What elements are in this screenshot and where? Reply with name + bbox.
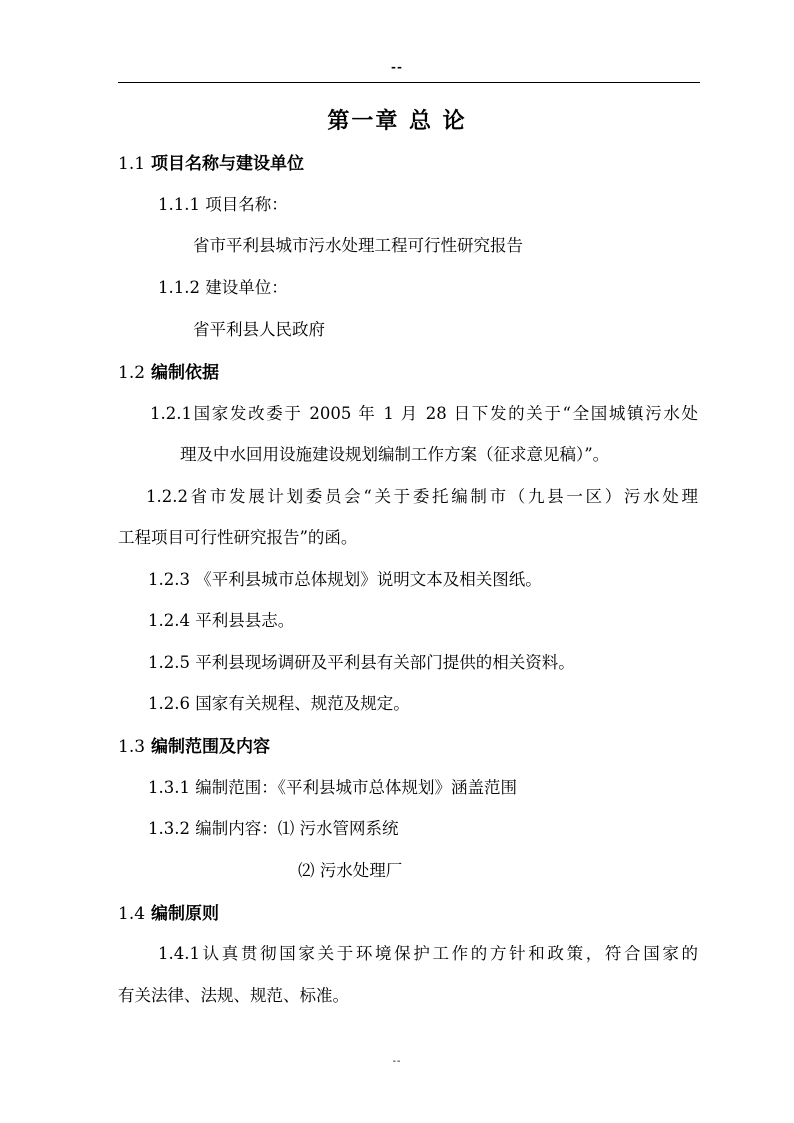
basis-1-2-3: 1.2.3 《平利县城市总体规划》说明文本及相关图纸。 <box>148 570 542 589</box>
section-title: 编制范围及内容 <box>150 737 270 757</box>
basis-1-2-1-line2: 理及中水回用设施建设规划编制工作方案（征求意见稿）”。 <box>180 445 610 464</box>
section-number: 1.2 <box>118 363 146 383</box>
section-1-3-heading <box>118 732 270 757</box>
section-number: 1.4 <box>118 904 146 924</box>
section-title: 编制依据 <box>150 363 219 383</box>
project-name-value: 省市平利县城市污水处理工程可行性研究报告 <box>193 236 523 255</box>
basis-1-2-5: 1.2.5 平利县现场调研及平利县有关部门提供的相关资料。 <box>148 653 575 672</box>
page-footer-mark: -- <box>392 1056 402 1067</box>
section-number: 1.3 <box>118 737 146 757</box>
subsection-1-1-1-label: 1.1.1 项目名称： <box>158 195 288 214</box>
subsection-1-1-2-label: 1.1.2 建设单位： <box>158 278 288 297</box>
basis-1-2-4: 1.2.4 平利县县志。 <box>148 611 295 630</box>
section-1-2-heading <box>118 358 219 383</box>
page-header-mark: -- <box>391 60 403 74</box>
section-number: 1.1 <box>118 154 146 174</box>
chapter-title: 第一章 总 论 <box>327 108 467 134</box>
basis-1-2-2-line2: 工程项目可行性研究报告”的函。 <box>118 528 358 547</box>
basis-1-2-1-line1: 1.2.1国家发改委于 2005 年 1 月 28 日下发的关于“全国城镇污水处 <box>150 404 698 423</box>
section-1-1-heading <box>118 149 304 174</box>
basis-1-2-6: 1.2.6 国家有关规程、规范及规定。 <box>148 694 410 713</box>
builder-value: 省平利县人民政府 <box>193 320 325 339</box>
section-1-4-heading <box>118 899 219 924</box>
section-title: 编制原则 <box>150 904 219 924</box>
scope-1-3-2-label: 1.3.2 编制内容：⑴ 污水管网系统 <box>148 819 399 838</box>
principle-1-4-1-line1: 1.4.1认真贯彻国家关于环境保护工作的方针和政策，符合国家的 <box>158 944 698 963</box>
section-title: 项目名称与建设单位 <box>150 154 304 174</box>
scope-1-3-1: 1.3.1 编制范围：《平利县城市总体规划》涵盖范围 <box>148 778 517 797</box>
scope-1-3-2-item2: ⑵ 污水处理厂 <box>298 861 403 880</box>
principle-1-4-1-line2: 有关法律、法规、规范、标准。 <box>118 986 349 1005</box>
header-divider <box>118 82 700 83</box>
basis-1-2-2-line1: 1.2.2省市发展计划委员会“关于委托编制市（九县一区）污水处理 <box>146 487 698 506</box>
